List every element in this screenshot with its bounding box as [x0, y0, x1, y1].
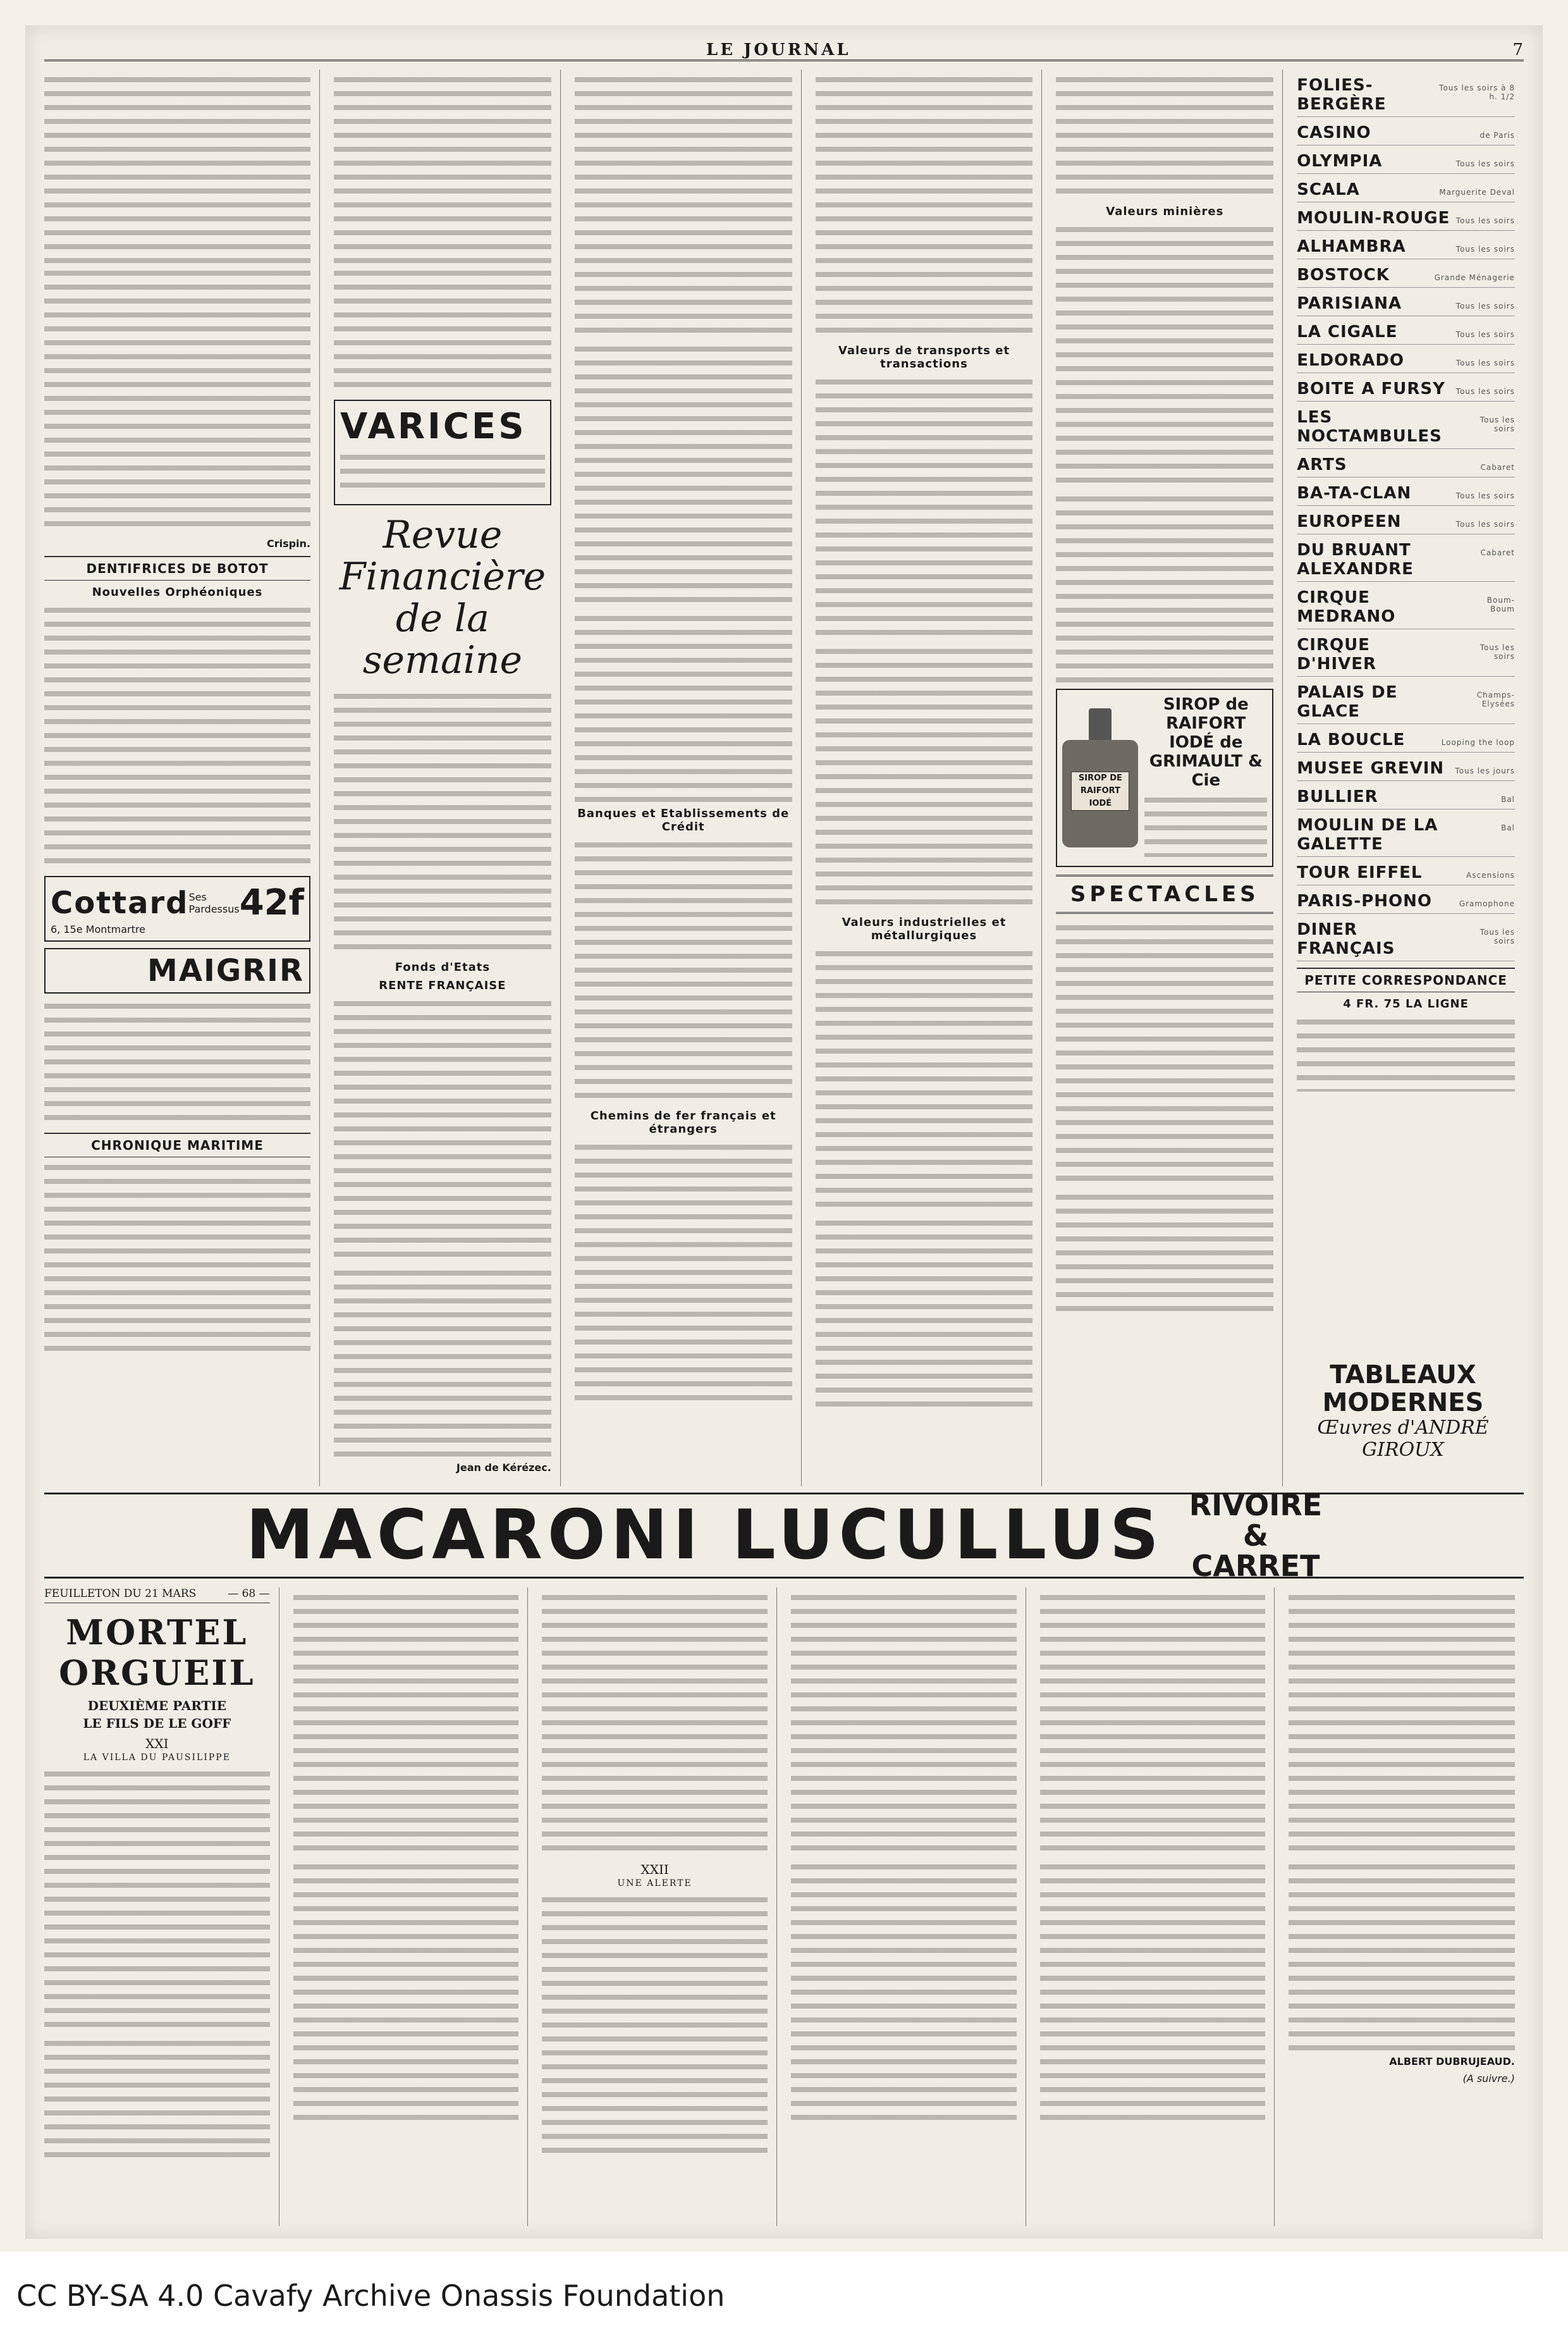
credit-bar [0, 2251, 1568, 2340]
theatre-listing [1297, 677, 1515, 724]
theatre-name: ARTS [1297, 455, 1347, 474]
heading-transports: Valeurs de transports et transactions [838, 344, 1010, 371]
theatre-listing [1297, 174, 1515, 202]
theatre-name: LA CIGALE [1297, 323, 1398, 342]
theatre-info: Champs-Elysées [1476, 691, 1515, 708]
revue-financiere-title: Revue Financière de la semaine [339, 513, 546, 682]
banner-side-top: RIVOIRE [1189, 1488, 1323, 1522]
credit-text: CC BY-SA 4.0 Cavafy Archive Onassis Foundation [16, 2279, 725, 2313]
feuilleton-columns [44, 1587, 1524, 2226]
signature-kerezec: Jean de Kérézec. [456, 1462, 551, 1474]
text-block [334, 1267, 551, 1456]
heading-orpheoniques: Nouvelles Orphéoniques [92, 586, 263, 599]
theatre-name: BOSTOCK [1297, 266, 1390, 285]
theatre-listing [1297, 449, 1515, 477]
theatre-listing [1297, 629, 1515, 677]
theatre-listing [1297, 582, 1515, 629]
feuilleton-column-5 [1040, 1587, 1275, 2226]
ad-cottard-name: Cottard [51, 885, 189, 921]
theatre-info: Tous les soirs [1455, 330, 1515, 339]
heading-minieres: Valeurs minières [1106, 205, 1224, 218]
text-block [44, 604, 310, 870]
theatre-info: Cabaret [1480, 463, 1515, 472]
text-block [334, 997, 551, 1263]
theatre-info: Tous les soirs [1479, 643, 1515, 661]
ad-varices-title: VARICES [340, 406, 527, 447]
ad-cottard-address: 6, 15e Montmartre [51, 923, 145, 935]
theatre-info: Bal [1501, 823, 1515, 832]
theatre-info: Boum-Boum [1486, 596, 1515, 613]
theatre-info: Tous les soirs [1455, 520, 1515, 529]
text-block [575, 343, 792, 608]
theatre-info: de Paris [1479, 131, 1515, 140]
theatre-info: Tous les soirs [1479, 928, 1515, 945]
theatre-info: Tous les soirs [1455, 359, 1515, 367]
petite-correspondance-price: 4 FR. 75 LA LIGNE [1343, 997, 1469, 1011]
top-columns [44, 70, 1524, 1486]
theatre-listing [1297, 145, 1515, 174]
theatre-name: MOULIN DE LA GALETTE [1297, 816, 1438, 854]
theatre-name: BULLIER [1297, 787, 1378, 806]
column-6 [1297, 70, 1524, 1486]
spectacles-heading: SPECTACLES [1056, 875, 1273, 914]
newspaper-page [25, 25, 1543, 2239]
theatre-listing [1297, 534, 1515, 582]
text-block [816, 376, 1033, 641]
chapter2-number: XXII [640, 1862, 669, 1877]
theatre-list [1297, 70, 1515, 961]
theatre-name: DINER FRANÇAIS [1297, 920, 1395, 958]
theatre-info: Tous les jours [1455, 767, 1515, 775]
theatre-info: Looping the loop [1441, 738, 1515, 747]
theatre-info: Tous les soirs [1455, 302, 1515, 311]
theatre-name: BOITE A FURSY [1297, 379, 1445, 398]
theatre-name: MOULIN-ROUGE [1297, 209, 1450, 228]
theatre-name: CIRQUE MEDRANO [1297, 588, 1396, 626]
ad-sirop-text [1144, 794, 1267, 857]
macaroni-lucullus-banner [44, 1488, 1524, 1583]
theatre-name: EUROPEEN [1297, 512, 1402, 531]
masthead [44, 37, 1524, 61]
heading-rente: RENTE FRANÇAISE [379, 979, 506, 992]
theatre-listing [1297, 885, 1515, 914]
theatre-name: LA BOUCLE [1297, 730, 1406, 749]
theatre-name: CIRQUE D'HIVER [1297, 636, 1377, 674]
text-block [334, 690, 551, 956]
theatre-listing [1297, 857, 1515, 885]
bottle-body [1062, 740, 1138, 847]
theatre-name: OLYMPIA [1297, 152, 1383, 171]
chapter-title: LA VILLA DU PAUSILIPPE [83, 1752, 231, 1763]
text-block [44, 1000, 310, 1126]
theatre-name: CASINO [1297, 123, 1371, 142]
theatre-info: Grande Ménagerie [1434, 273, 1515, 282]
theatre-info: Gramophone [1459, 899, 1515, 908]
theatre-name: DU BRUANT ALEXANDRE [1297, 541, 1414, 579]
tableaux-ad [1282, 1353, 1524, 1461]
text-block [44, 267, 310, 533]
feuilleton-header [44, 1587, 270, 1603]
text-block [816, 73, 1033, 339]
feuilleton-number: — 68 — [228, 1587, 270, 1600]
theatre-info: Ascensions [1466, 871, 1515, 880]
theatre-listing [1297, 402, 1515, 449]
ad-varices-text [340, 451, 545, 495]
theatre-listing [1297, 288, 1515, 316]
bottle-illustration [1062, 708, 1138, 847]
column-1 [44, 70, 320, 1486]
bottle-label: SIROP DE RAIFORT IODÉ [1071, 772, 1129, 811]
theatre-name: MUSEE GREVIN [1297, 759, 1445, 778]
tableaux-subtitle: Œuvres d'ANDRÉ GIROUX [1317, 1417, 1489, 1461]
page-number: 7 [1512, 40, 1524, 59]
novel-title: MORTEL ORGUEIL [59, 1612, 255, 1693]
ad-sirop-title: SIROP de RAIFORT IODÉ de GRIMAULT & Cie [1149, 695, 1263, 790]
text-block [334, 73, 551, 263]
feuilleton-signature: ALBERT DUBRUJEAUD. [1389, 2055, 1515, 2067]
text-block [575, 612, 792, 802]
column-4 [816, 70, 1043, 1486]
ad-sirop-grimault [1056, 689, 1273, 867]
theatre-listing [1297, 753, 1515, 781]
text-block [1056, 1191, 1273, 1317]
theatre-listing [1297, 781, 1515, 810]
theatre-name: SCALA [1297, 180, 1360, 199]
theatre-name: FOLIES-BERGÈRE [1297, 76, 1387, 114]
text-block [1056, 493, 1273, 682]
text-block [791, 1591, 1017, 1857]
ad-maigrir [44, 948, 310, 994]
theatre-listing [1297, 810, 1515, 857]
text-block [1289, 1861, 1515, 2050]
column-5 [1056, 70, 1283, 1486]
a-suivre: (A suivre.) [1462, 2072, 1515, 2084]
heading-chemins-de-fer: Chemins de fer français et étrangers [590, 1109, 776, 1136]
text-block [542, 1894, 768, 2159]
feuilleton-column-2 [293, 1587, 529, 2226]
text-block [1289, 1591, 1515, 1857]
petite-correspondance-heading: PETITE CORRESPONDANCE [1297, 968, 1515, 992]
ad-cottard [44, 876, 310, 942]
theatre-info: Marguerite Deval [1439, 188, 1515, 197]
banner-side [1189, 1490, 1322, 1581]
theatre-info: Tous les soirs à 8 h. 1/2 [1439, 83, 1515, 101]
feuilleton-column-4 [791, 1587, 1026, 2226]
theatre-info: Tous les soirs [1455, 159, 1515, 168]
text-block [293, 1591, 519, 1857]
theatre-info: Tous les soirs [1479, 416, 1515, 433]
theatre-name: PARISIANA [1297, 294, 1402, 313]
theatre-listing [1297, 202, 1515, 231]
theatre-listing [1297, 70, 1515, 117]
feuilleton-column-3 [542, 1587, 777, 2226]
text-block [575, 839, 792, 1104]
text-block [44, 1768, 270, 2033]
text-block [44, 1161, 310, 1351]
ad-cottard-sub: Ses Pardessus [188, 890, 240, 915]
text-block [1056, 921, 1273, 1187]
feuilleton-column-6 [1289, 1587, 1524, 2226]
bottle-neck [1089, 708, 1112, 740]
ad-maigrir-title: MAIGRIR [147, 953, 304, 988]
theatre-listing [1297, 724, 1515, 753]
text-block [293, 1861, 519, 2126]
theatre-info: Bal [1501, 795, 1515, 804]
chapter2-title: UNE ALERTE [617, 1878, 692, 1888]
novel-part: DEUXIÈME PARTIE [87, 1698, 226, 1713]
text-block [791, 1861, 1017, 2126]
text-block [1040, 1861, 1266, 2126]
banner-side-bottom: CARRET [1191, 1549, 1320, 1583]
heading-fonds-etats: Fonds d'Etats [395, 961, 491, 974]
text-block [44, 73, 310, 263]
text-block [816, 947, 1033, 1213]
ad-varices [334, 400, 551, 505]
text-block [542, 1591, 768, 1857]
feuilleton-date: FEUILLETON DU 21 MARS [44, 1587, 197, 1600]
text-block [816, 1217, 1033, 1407]
novel-part-sub: LE FILS DE LE GOFF [83, 1716, 231, 1731]
column-2 [334, 70, 561, 1486]
heading-dentifrices: DENTIFRICES DE BOTOT [44, 556, 310, 581]
theatre-name: PARIS-PHONO [1297, 892, 1432, 911]
text-block [1056, 73, 1273, 200]
theatre-name: ALHAMBRA [1297, 237, 1406, 256]
theatre-info: Tous les soirs [1455, 216, 1515, 225]
theatre-name: BA-TA-CLAN [1297, 484, 1412, 503]
masthead-title: LE JOURNAL [706, 40, 851, 59]
text-block [575, 1141, 792, 1407]
text-block [1056, 223, 1273, 489]
theatre-listing [1297, 477, 1515, 506]
ad-cottard-price: 42f [239, 882, 304, 923]
theatre-name: LES NOCTAMBULES [1297, 408, 1442, 446]
theatre-info: Tous les soirs [1455, 245, 1515, 254]
theatre-info: Cabaret [1480, 548, 1515, 557]
tableaux-title: TABLEAUX MODERNES [1322, 1360, 1484, 1417]
text-block [44, 2037, 270, 2164]
theatre-listing [1297, 259, 1515, 288]
heading-maritime: CHRONIQUE MARITIME [44, 1133, 310, 1157]
chapter-number: XXI [145, 1736, 169, 1751]
heading-industrielles: Valeurs industrielles et métallurgiques [842, 916, 1007, 942]
text-block [575, 73, 792, 339]
feuilleton-column-1 [44, 1587, 279, 2226]
banner-main: MACARONI LUCULLUS [245, 1496, 1164, 1575]
theatre-listing [1297, 345, 1515, 373]
theatre-info: Tous les soirs [1455, 491, 1515, 500]
column-3 [575, 70, 802, 1486]
theatre-name: TOUR EIFFEL [1297, 863, 1423, 882]
theatre-name: PALAIS DE GLACE [1297, 683, 1398, 721]
theatre-listing [1297, 506, 1515, 534]
signature-crispin: Crispin. [266, 538, 310, 550]
theatre-listing [1297, 914, 1515, 961]
theatre-listing [1297, 231, 1515, 259]
theatre-name: ELDORADO [1297, 351, 1405, 370]
theatre-listing [1297, 117, 1515, 145]
banner-side-mid: & [1242, 1518, 1269, 1553]
heading-banques: Banques et Etablissements de Crédit [577, 807, 790, 834]
text-block [816, 645, 1033, 911]
theatre-info: Tous les soirs [1455, 387, 1515, 396]
text-block [334, 267, 551, 393]
theatre-listing [1297, 373, 1515, 402]
theatre-listing [1297, 316, 1515, 345]
text-block [1040, 1591, 1266, 1857]
text-block [1297, 1016, 1515, 1092]
